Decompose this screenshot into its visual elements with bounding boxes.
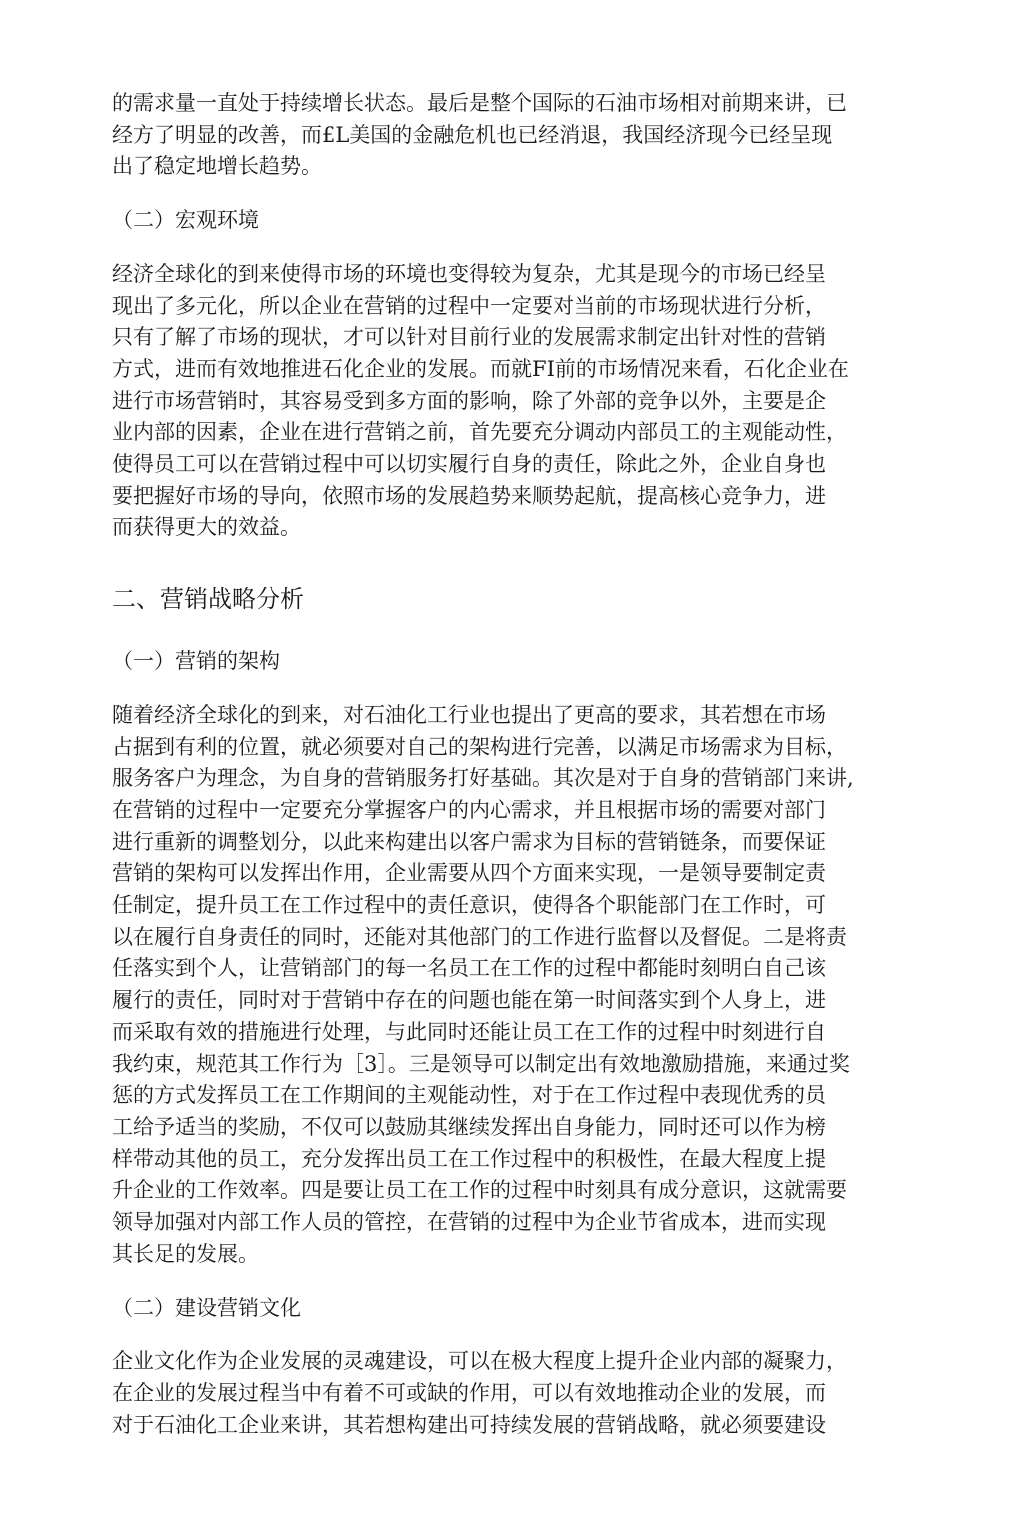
- text-line: 样带动其他的员工，充分发挥出员工在工作过程中的积极性，在最大程度上提: [112, 1146, 826, 1171]
- text-line: 业内部的因素，企业在进行营销之前，首先要充分调动内部员工的主观能动性，: [112, 420, 847, 445]
- paragraph-macro-environment: [112, 259, 900, 544]
- text-line: 在企业的发展过程当中有着不可或缺的作用，可以有效地推动企业的发展，而: [112, 1380, 826, 1405]
- paragraph-marketing-culture: [112, 1346, 900, 1441]
- text-line: 占据到有利的位置，就必须要对自己的架构进行完善，以满足市场需求为目标，: [112, 734, 847, 759]
- text-line: 进行重新的调整划分，以此来构建出以客户需求为目标的营销链条，而要保证: [112, 829, 826, 854]
- subheading-macro-environment: （二）宏观环境: [112, 208, 259, 233]
- text-line: 以在履行自身责任的同时，还能对其他部门的工作进行监督以及督促。二是将责: [112, 924, 847, 949]
- text-line: 惩的方式发挥员工在工作期间的主观能动性，对于在工作过程中表现优秀的员: [112, 1083, 826, 1108]
- text-line: 经济全球化的到来使得市场的环境也变得较为复杂，尤其是现今的市场已经呈: [112, 261, 826, 286]
- text-line: 服务客户为理念，为自身的营销服务打好基础。其次是对于自身的营销部门来讲,: [112, 766, 854, 791]
- text-line: 营销的架构可以发挥出作用，企业需要从四个方面来实现，一是领导要制定责: [112, 861, 826, 886]
- text-line: 而采取有效的措施进行处理，与此同时还能让员工在工作的过程中时刻进行自: [112, 1019, 826, 1044]
- text-line: 在营销的过程中一定要充分掌握客户的内心需求，并且根据市场的需要对部门: [112, 797, 826, 822]
- paragraph-marketing-structure: [112, 700, 900, 1271]
- text-line: 企业文化作为企业发展的灵魂建设，可以在极大程度上提升企业内部的凝聚力，: [112, 1349, 847, 1374]
- text-line: 要把握好市场的导向，依照市场的发展趋势来顺势起航，提高核心竞争力，进: [112, 483, 826, 508]
- text-line: 任制定，提升员工在工作过程中的责任意识，使得各个职能部门在工作时，可: [112, 893, 826, 918]
- text-line: 工给予适当的奖励，不仅可以鼓励其继续发挥出自身能力，同时还可以作为榜: [112, 1114, 826, 1139]
- text-line: 对于石油化工企业来讲，其若想构建出可持续发展的营销战略，就必须要建设: [112, 1412, 826, 1437]
- text-line: 领导加强对内部工作人员的管控，在营销的过程中为企业节省成本，进而实现: [112, 1210, 826, 1235]
- text-line: 方式，进而有效地推进石化企业的发展。而就FI前的市场情况来看，石化企业在: [112, 356, 849, 381]
- text-line: 而获得更大的效益。: [112, 515, 301, 540]
- subheading-marketing-structure: （一）营销的架构: [112, 649, 280, 674]
- text-line: 履行的责任，同时对于营销中存在的问题也能在第一时间落实到个人身上，进: [112, 988, 826, 1013]
- text-line: 进行市场营销时，其容易受到多方面的影响，除了外部的竞争以外，主要是企: [112, 388, 826, 413]
- text-line: 出了稳定地增长趋势。: [112, 154, 322, 179]
- section-title-marketing-strategy: 二、营销战略分析: [112, 585, 304, 614]
- text-line: 升企业的工作效率。四是要让员工在工作的过程中时刻具有成分意识，这就需要: [112, 1178, 847, 1203]
- text-line: 的需求量一直处于持续增长状态。最后是整个国际的石油市场相对前期来讲，已: [112, 91, 847, 115]
- text-line: 其长足的发展。: [112, 1241, 259, 1266]
- text-line: 任落实到个人，让营销部门的每一名员工在工作的过程中都能时刻明白自己该: [112, 956, 826, 981]
- text-line: 随着经济全球化的到来，对石油化工行业也提出了更高的要求，其若想在市场: [112, 702, 826, 727]
- text-line: 经方了明显的改善，而£L美国的金融危机也已经消退，我国经济现今已经呈现: [112, 122, 833, 147]
- subheading-marketing-culture: （二）建设营销文化: [112, 1295, 301, 1320]
- text-line: 我约束，规范其工作行为［3］。三是领导可以制定出有效地激励措施，来通过奖: [112, 1051, 850, 1076]
- text-line: 使得员工可以在营销过程中可以切实履行自身的责任，除此之外，企业自身也: [112, 452, 826, 477]
- paragraph-intro-continued: [112, 88, 900, 183]
- text-line: 只有了解了市场的现状，才可以针对目前行业的发展需求制定出针对性的营销: [112, 325, 826, 350]
- text-line: 现出了多元化，所以企业在营销的过程中一定要对当前的市场现状进行分析，: [112, 293, 826, 318]
